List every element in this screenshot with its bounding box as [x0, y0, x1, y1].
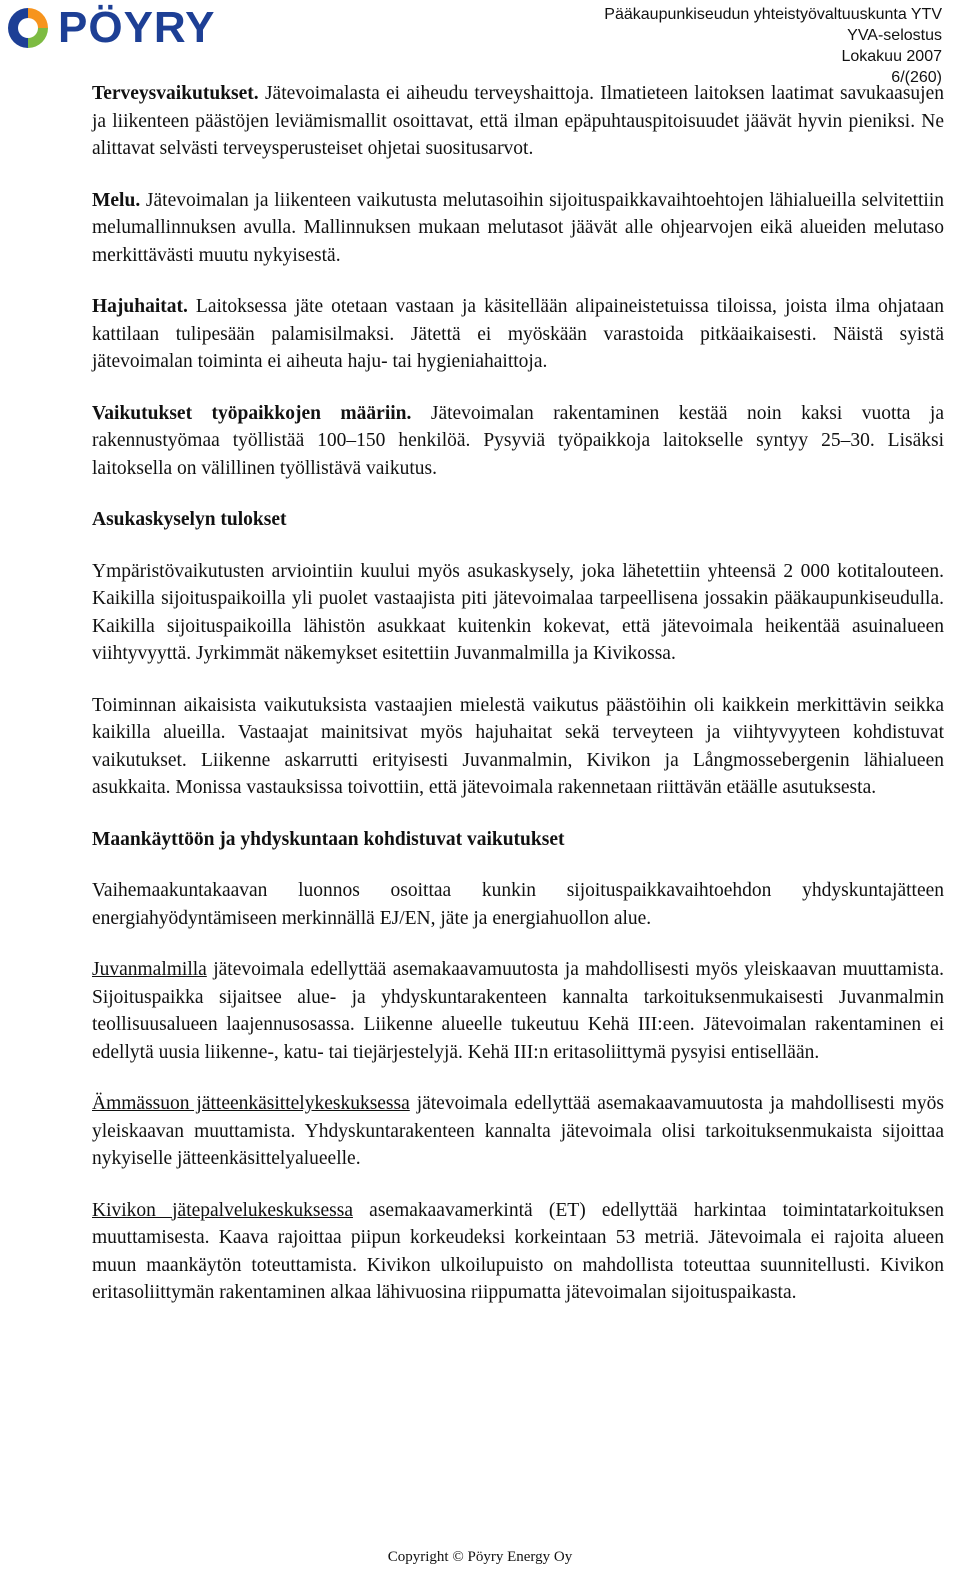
organization-name: Pääkaupunkiseudun yhteistyövaltuuskunta YTV: [604, 6, 942, 23]
paragraph-text: Laitoksessa jäte otetaan vastaan ja käsitellään alipaineistetuissa tiloissa, joista ilma ohjataan kattilaan tulipesään palamisilmaksi. Jätettä ei myöskään varastoida pitkäaikaisesti. Näistä syistä jätevoimalan toiminta ei aiheuta haju- tai hygieniahaittoja.: [92, 296, 944, 372]
paragraph-health: [92, 80, 944, 163]
paragraph-survey-impacts: Toiminnan aikaisista vaikutuksista vastaajien mielestä vaikutus päästöihin oli kaikkein merkittävin seikka kaikilla alueilla. Vastaajat mainitsivat myös hajuhaitat sekä terveyteen ja viihtyvyyteen kohdistuvat vaikutukset. Liikenne askarrutti erityisesti Juvanmalmin, Kivikon ja Långmossebergenin lähialueen asukkaita. Monissa vastauksissa toivottiin, että jätevoimala rakennetaan riittävän etäälle asutuksesta.: [92, 694, 944, 798]
copyright-footer: Copyright © Pöyry Energy Oy: [387, 1549, 573, 1565]
location-name: Juvanmalmilla: [92, 959, 207, 980]
paragraph-lead: Terveysvaikutukset.: [92, 83, 259, 104]
location-name: Ämmässuon jätteenkäsittelykeskuksessa: [92, 1093, 410, 1114]
section-heading-land-use: Maankäyttöön ja yhdyskuntaan kohdistuvat vaikutukset: [92, 828, 565, 850]
paragraph-text: Jätevoimalan rakentaminen kestää noin kaksi vuotta ja rakennustyömaa työllistää 100–150 henkilöä. Pysyviä työpaikkoja laitokselle syntyy 25–30. Lisäksi laitoksella on välillinen työllistävä vaikutus.: [92, 402, 944, 479]
section-heading-survey: Asukaskyselyn tulokset: [92, 509, 287, 530]
paragraph-regional-plan: Vaihemaakuntakaavan luonnos osoittaa kunkin sijoituspaikkavaihtoehdon yhdyskuntajätteen energiahyödyntämiseen merkinnällä EJ/EN, jäte ja energiahuollon alue.: [92, 880, 944, 929]
paragraph-odour: [92, 293, 944, 376]
company-logo: [4, 4, 215, 52]
paragraph-text: asemakaavamerkintä (ET) edellyttää harkintaa toimintatarkoituksen muuttamisesta. Kaava rajoittaa piipun korkeudeksi korkeintaan 53 metriä. Jätevoimala ei rajoita alueen muun maankäytön toteuttamista. Kivikon ulkoilupuisto on mahdollista toteuttaa suunnitellusti. Kivikon eritasoliittymän rakentaminen alkaa lähivuosina riippumatta jätevoimalan sijoituspaikasta.: [92, 1199, 945, 1303]
logo-wordmark: PÖYRY: [58, 3, 216, 52]
paragraph-juvanmalmi: [92, 956, 944, 1066]
paragraph-noise: [92, 187, 944, 270]
document-header: [604, 4, 942, 88]
paragraph-kivikko: [92, 1197, 944, 1307]
paragraph-lead: Vaikutukset työpaikkojen määriin.: [92, 402, 412, 424]
paragraph-lead: Melu.: [92, 189, 141, 211]
location-name: Kivikon jätepalvelukeskuksessa: [92, 1199, 353, 1221]
paragraph-text: Jätevoimalasta ei aiheudu terveyshaittoja. Ilmatieteen laitoksen laatimat savukaasujen ja liikenteen päästöjen leviämismallit osoittavat, että ilman epäpuhtauspitoisuudet jäävät hyvin pieniksi. Ne alittavat selvästi terveysperusteiset ohjetai suositusarvot.: [92, 83, 944, 159]
poyry-swirl-icon: [4, 4, 52, 52]
paragraph-text: Jätevoimalan ja liikenteen vaikutusta melutasoihin sijoituspaikkavaihtoehtojen lähialueilla selvitettiin melumallinnuksen avulla. Mallinnuksen mukaan melutasot jäävät alle ohjearvojen eikä alueiden melutaso merkittävästi muutu nykyisestä.: [92, 189, 944, 266]
page-number: 6/(260): [891, 69, 942, 86]
paragraph-lead: Hajuhaitat.: [92, 296, 188, 317]
document-type: YVA-selostus: [847, 27, 942, 44]
document-body: [92, 80, 944, 1331]
document-date: Lokakuu 2007: [841, 48, 942, 65]
paragraph-ammassuo: [92, 1090, 944, 1173]
paragraph-survey: Ympäristövaikutusten arviointiin kuului myös asukaskysely, joka lähetettiin yhteensä 2 000 kotitalouteen. Kaikilla sijoituspaikoilla yli puolet vastaajista piti jätevoimalaa tarpeellisena jossakin pääkaupunkiseudulla. Kaikilla sijoituspaikoilla lähistön asukkaat kuitenkin kokevat, että jätevoimala heikentää asuinalueen viihtyvyyttä. Jyrkimmät näkemykset esitettiin Juvanmalmilla ja Kivikossa.: [92, 560, 944, 664]
paragraph-jobs: [92, 400, 944, 483]
paragraph-text: jätevoimala edellyttää asemakaavamuutosta ja mahdollisesti myös yleiskaavan muuttamista. Sijoituspaikka sijaitsee alue- ja yhdyskuntarakenteen kannalta tarkoituksenmukaisesti Juvanmalmin teollisuusalueen laajennusosassa. Liikenne alueelle tukeutuu Kehä III:een. Jätevoimalan rakentaminen ei edellytä uusia liikenne-, katu- tai tiejärjestelyjä. Kehä III:n eritasoliittymä pysyisi entisellään.: [92, 959, 944, 1063]
paragraph-text: jätevoimala edellyttää asemakaavamuutosta ja mahdollisesti myös yleiskaavan muuttamista. Yhdyskuntarakenteen kannalta jätevoimala olisi tarkoituksenmukaista sijoittaa nykyiselle jätteenkäsittelyalueelle.: [92, 1093, 945, 1169]
